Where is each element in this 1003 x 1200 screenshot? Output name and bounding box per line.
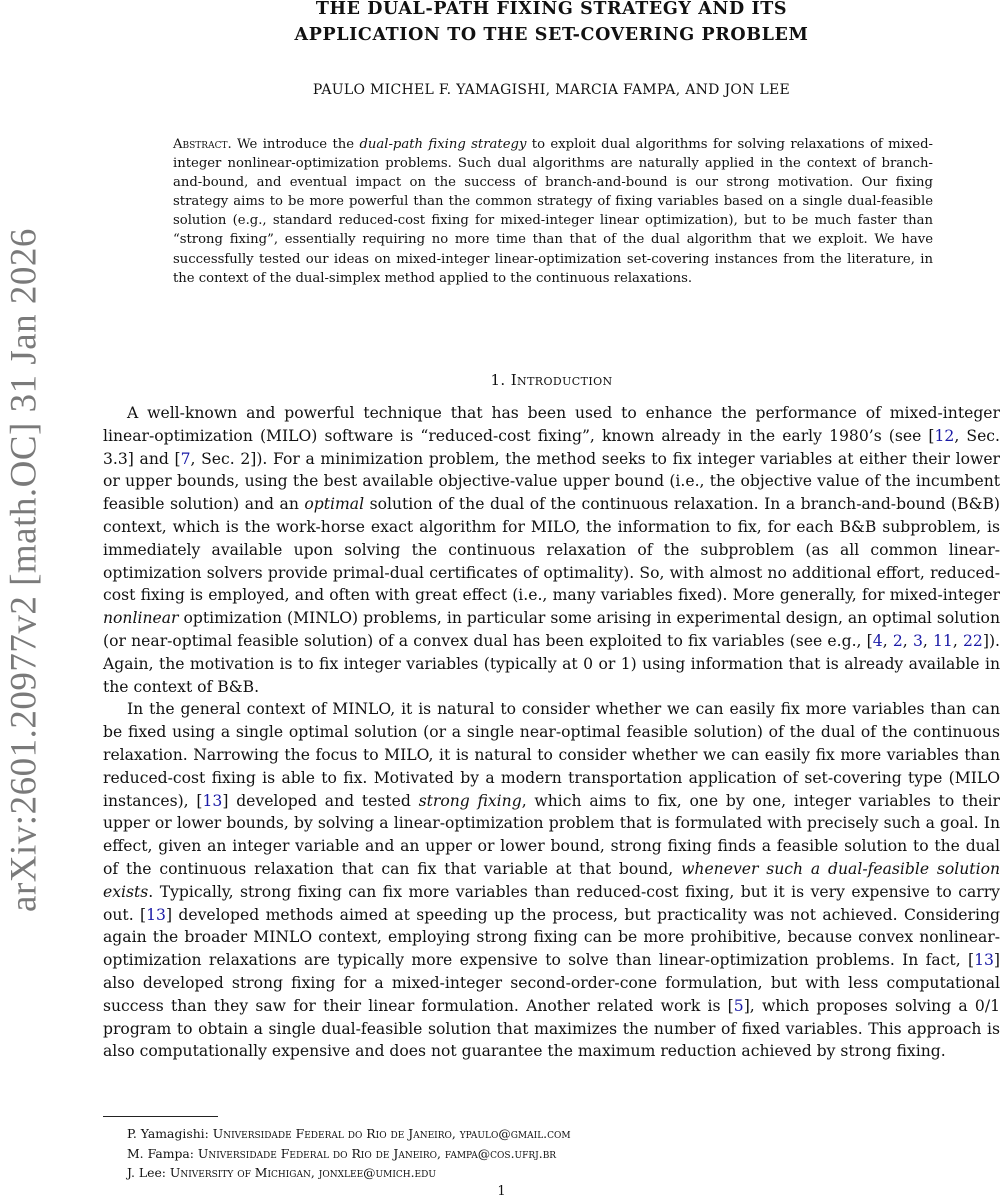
page-number: 1 (497, 1184, 506, 1199)
citation-link[interactable]: 7 (180, 449, 191, 468)
abstract (173, 135, 933, 288)
section-heading (103, 371, 1000, 389)
text-run: ] developed methods aimed at speeding up the process, but practicality was not achieved. Considering again the broader MINLO context, employing strong fixing can be more prohibitive, because convex nonlinear-optimization relaxations are typically more expensive to solve than linear-optimization problems. In fact, [ (103, 905, 1000, 970)
citation-link[interactable]: 5 (733, 996, 744, 1015)
citation-link[interactable]: 11 (933, 631, 953, 650)
citation-link[interactable]: 2 (892, 631, 903, 650)
text-run: A well-known and powerful technique that has been used to enhance the performance of mixed-integer linear-optimization (MILO) software is “reduced-cost fixing”, known already in the early 1980’s (see [ (103, 404, 1000, 445)
abstract-label: Abstract. (173, 137, 232, 152)
citation-link[interactable]: 13 (202, 791, 223, 810)
footnotes (127, 1124, 571, 1183)
paper-title (103, 0, 1000, 48)
footnote-affiliation (127, 1163, 571, 1183)
citation-link[interactable]: 13 (974, 951, 994, 970)
footnote-author: J. Lee (127, 1165, 162, 1180)
text-run: , Sec. 3.3] and [ (103, 426, 1001, 468)
text-run: . Typically, strong fixing can fix more variables than reduced-cost fixing, but it is very expensive to carry out. [ (103, 882, 1000, 924)
title-line-1: THE DUAL-PATH FIXING STRATEGY AND ITS (315, 0, 788, 19)
emphasis: whenever such a dual-feasible solution exists (103, 859, 1000, 901)
citation-link[interactable]: 13 (146, 905, 166, 924)
text-run: , (952, 631, 964, 650)
arxiv-identifier: arXiv:2601.20977v2 [math.OC] 31 Jan 2026 (3, 228, 45, 912)
text-run: In the general context of MINLO, it is natural to consider whether we can easily fix more variables than can be fixed using a single optimal solution (or a single near-optimal feasible solution) of the dual of the continuous relaxation. Narrowing the focus to MILO, it is natural to consider whether we can easily fix more variables than reduced-cost fixing is able to fix. Motivated by a modern transportation application of set-covering type (MILO instances), [ (103, 700, 1000, 810)
text-run: ]). Again, the motivation is to fix integer variables (typically at 0 or 1) using information that is already available in the context of B&B. (103, 631, 1000, 696)
arxiv-identifier-sidebar (0, 180, 48, 960)
title-line-2: APPLICATION TO THE SET-COVERING PROBLEM (294, 25, 809, 45)
abstract-emphasis: dual-path fixing strategy (359, 137, 527, 152)
footnote-author: P. Yamagishi (127, 1126, 205, 1141)
author-list: PAULO MICHEL F. YAMAGISHI, MARCIA FAMPA, AND JON LEE (312, 82, 791, 98)
footnote-author: M. Fampa (127, 1145, 190, 1161)
footnote-text: : University of Michigan, jonxlee@umich.edu (161, 1165, 436, 1180)
citation-link[interactable]: 22 (963, 631, 983, 650)
section-title: Introduction (510, 371, 613, 389)
text-run: ] also developed strong fixing for a mixed-integer second-order-cone formulation, but with less computational success than they saw for their linear formulation. Another related work is [ (103, 951, 1000, 1015)
paragraph-1 (103, 402, 1000, 698)
text-run: , (902, 631, 913, 650)
text-run: , which aims to fix, one by one, integer variables to their upper or lower bounds, by solving a linear-optimization problem that is formulated with precisely such a goal. In effect, given an integer variable and an upper or lower bound, strong fixing finds a feasible solution to the dual of the continuous relaxation that can fix that variable at that bound, (103, 791, 1001, 878)
footnote-affiliation (127, 1124, 571, 1144)
emphasis: optimal (304, 495, 365, 514)
body-text (103, 402, 1000, 1063)
text-run: ], which proposes solving a 0/1 program to obtain a single dual-feasible solution that maximizes the number of fixed variables. This approach is also computationally expensive and does not guarantee the maximum reduction achieved by strong fixing. (103, 996, 1000, 1061)
footnote-text: : Universidade Federal do Rio de Janeiro, ypaulo@gmail.com (204, 1126, 571, 1141)
text-run: optimization (MINLO) problems, in particular some arising in experimental design, an optimal solution (or near-optimal feasible solution) of a convex dual has been exploited to fix variables (see e.g., [ (103, 609, 1000, 650)
emphasis: strong fixing (418, 791, 522, 810)
text-run: , (922, 631, 934, 650)
section-number: 1. (490, 371, 511, 389)
footnote-rule (103, 1116, 218, 1117)
emphasis: nonlinear (103, 609, 179, 628)
abstract-text: to exploit dual algorithms for solving relaxations of mixed-integer nonlinear-optimization problems. Such dual algorithms are naturally applied in the context of branch-and-bound, and eventual impact on the success of branch-and-bound is our strong motivation. Our fixing strategy aims to be more powerful than the common strategy of fixing variables based on a single dual-feasible solution (e.g., standard reduced-cost fixing for mixed-integer linear optimization), but to be much faster than “strong fixing”, essentially requiring no more time than that of the dual algorithm that we exploit. We have successfully tested our ideas on mixed-integer linear-optimization set-covering instances from the literature, in the context of the dual-simplex method applied to the continuous relaxations. (173, 137, 934, 286)
text-run: , Sec. 2]). For a minimization problem, the method seeks to fix integer variables at either their lower or upper bounds, using the best available objective-value upper bound (i.e., the objective value of the incumbent feasible solution) and an (103, 449, 1001, 514)
footnote-affiliation (127, 1144, 571, 1164)
footnote-text: : Universidade Federal do Rio de Janeiro, fampa@cos.ufrj.br (189, 1145, 557, 1161)
abstract-text: We introduce the (231, 137, 360, 152)
paragraph-2 (103, 698, 1000, 1063)
text-run: , (882, 631, 893, 650)
citation-link[interactable]: 12 (934, 426, 955, 445)
citation-link[interactable]: 3 (912, 631, 923, 650)
text-run: solution of the dual of the continuous relaxation. In a branch-and-bound (B&B) context, which is the work-horse exact algorithm for MILO, the information to fix, for each B&B subproblem, is immediately available upon solving the continuous relaxation of the subproblem (as all common linear-optimization solvers provide primal-dual certificates of optimality). So, with almost no additional effort, reduced-cost fixing is employed, and often with great effect (i.e., many variables fixed). More generally, for mixed-integer (103, 495, 1000, 605)
citation-link[interactable]: 4 (872, 631, 883, 650)
text-run: ] developed and tested (222, 791, 419, 810)
